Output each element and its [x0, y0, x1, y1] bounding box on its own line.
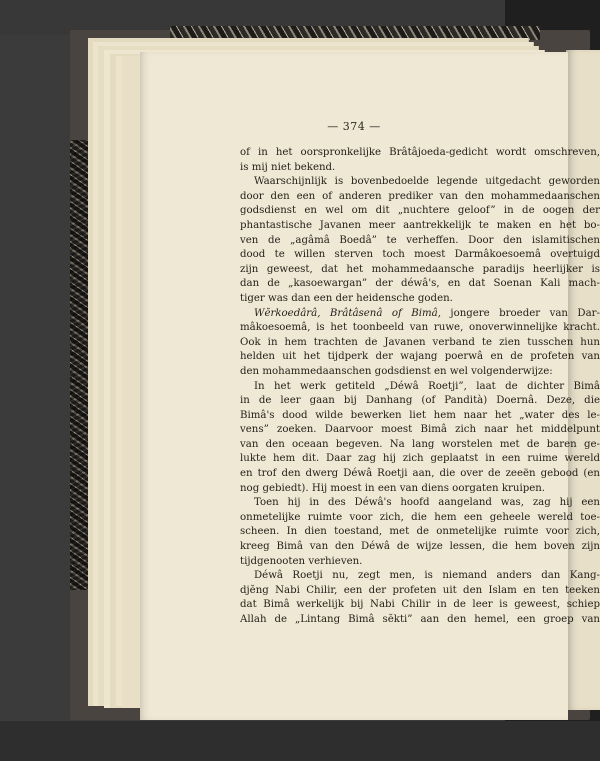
text-line: kreeg Bimâ van den Déwâ de wijze lessen, die hem boven zijn: [240, 541, 600, 553]
text-line: Bimâ's dood wilde bewerken liet hem naar het „water des le-: [240, 409, 600, 421]
text-line: vens” zoeken. Daarvoor moest Bimâ zich naar het middelpunt: [240, 424, 600, 436]
text-line: tiger was dan een der heidensche goden.: [240, 292, 453, 304]
text-line: nog gebiedt). Hij moest in een van diens oorgaten kruipen.: [240, 482, 546, 494]
text-line: In het werk getiteld „Déwâ Roetji”, laat de dichter Bimâ: [254, 380, 600, 392]
text-line: Allah de „Lintang Bimâ sĕkti” aan den hemel, een groep van: [240, 614, 600, 625]
text-line: scheen. In dien toestand, met de onmetelijke ruimte voor zich,: [240, 526, 600, 538]
text-line: dood te willen sterven toch moest Darmâkoesoemâ overtuigd: [240, 249, 600, 261]
text-line: tijdgenooten verhieven.: [240, 555, 363, 567]
text-line: mâkoesoemâ, is het toonbeeld van ruwe, onoverwinnelijke kracht.: [240, 322, 600, 334]
marbled-spine: [70, 140, 90, 590]
text-line: [240, 307, 600, 322]
text-line: lukte hem dit. Daar zag hij zich geplaatst in een ruime wereld: [240, 453, 600, 465]
text-line: van den oceaan begeven. Na lang worstelen met de baren ge-: [240, 438, 600, 450]
italic-phrase: Wĕrkoedârâ, Brâtâsenâ of Bimâ,: [254, 307, 441, 319]
text-line: of in het oorspronkelijke Brâtâjoeda-gedicht wordt omschreven,: [240, 147, 600, 158]
text-line: den mohammedaanschen godsdienst en wel volgenderwijze:: [240, 365, 553, 377]
text-line: ven de „agâmâ Boedâ” te verheffen. Door den islamitischen: [240, 234, 600, 246]
text-line: dat Bimâ werkelijk bij Nabi Chilir in de leer is geweest, schiep: [240, 599, 600, 611]
text-line: is mij niet bekend.: [240, 161, 336, 173]
page-number: — 374 —: [327, 120, 381, 133]
text-line: door den een of anderen prediker van den mohammedaanschen: [240, 190, 600, 202]
line-text: jongere broeder van Dar-: [440, 307, 600, 319]
text-line: en trof den dwerg Déwâ Roetji aan, die over de zeeën gebood (en: [240, 468, 600, 480]
page-text: [240, 146, 600, 628]
scanner-background-bottom: [0, 721, 600, 761]
text-line: phantastische Javanen meer aantrekkelijk te maken en het bo-: [240, 219, 600, 231]
text-line: onmetelijke ruimte voor zich, die hem een geheele wereld toe-: [240, 511, 600, 523]
book-page: [140, 52, 600, 720]
text-line: helden uit het tijdperk der wajang poerwâ en de profeten van: [240, 351, 600, 363]
text-line: djĕng Nabi Chilir, een der profeten uit den Islam en ten teeken: [240, 584, 600, 596]
text-line: dan de „kasoewargan” der déwâ's, en dat Soenan Kali mach-: [240, 278, 600, 290]
text-line: Déwâ Roetji nu, zegt men, is niemand anders dan Kang-: [254, 570, 600, 582]
text-line: Ook in hem trachten de Javanen verband te zien tusschen hun: [240, 336, 600, 348]
text-line: in de leer gaan bij Danhang (of Pandità) Doernâ. Deze, die: [240, 395, 600, 407]
text-line: godsdienst en wel om dit „nuchtere geloof” in de oogen der: [240, 205, 600, 217]
text-line: Waarschijnlijk is bovenbedoelde legende uitgedacht geworden: [254, 176, 600, 188]
text-line: Toen hij in des Déwâ's hoofd aangeland was, zag hij een: [254, 497, 600, 509]
text-line: zijn geweest, dat het mohammedaansche paradijs heerlijker is: [240, 263, 600, 275]
